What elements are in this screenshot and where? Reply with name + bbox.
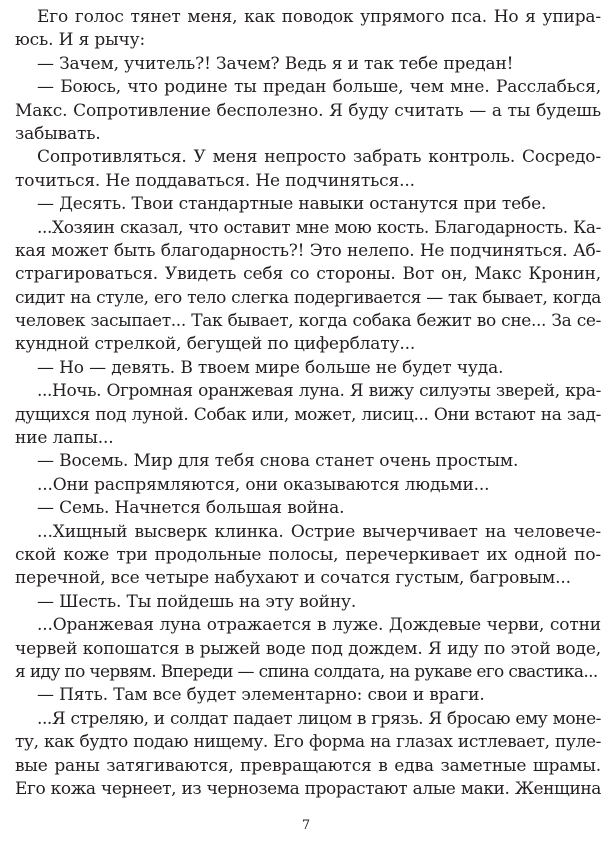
text-line: — Но — девять. В твоем мире больше не будет чуда.: [37, 357, 504, 378]
text-line: я иду по червям. Впереди — спина солдата, на рукаве его свастика...: [15, 661, 598, 682]
text-line: Макс. Сопротивление бесполезно. Я буду считать — а ты будешь: [15, 100, 601, 121]
text-line: — Шесть. Ты пойдешь на эту войну.: [37, 591, 357, 612]
text-line: кундной стрелкой, бегущей по циферблату...: [15, 334, 416, 355]
text-line: — Пять. Там все будет элементарно: свои и враги.: [37, 685, 485, 706]
text-line: Сопротивляться. У меня непросто забрать контроль. Сосредо-: [37, 147, 601, 168]
text-line: кая может быть благодарность?! Это нелепо. Не подчиняться. Аб-: [15, 240, 601, 261]
text-line: — Восемь. Мир для тебя снова станет очень простым.: [37, 451, 519, 472]
text-line: Его кожа чернеет, из чернозема прорастают алые маки. Женщина: [15, 778, 601, 799]
text-line: ской коже три продольные полосы, перечеркивает их одной по-: [15, 544, 601, 565]
text-line: ние лапы...: [15, 428, 114, 449]
text-line: ту, как будто подаю нищему. Его форма на глазах истлевает, пуле-: [15, 732, 601, 753]
text-line: страгироваться. Увидеть себя со стороны. Вот он, Макс Кронин,: [15, 264, 601, 285]
text-line: Его голос тянет меня, как поводок упрямого пса. Но я упира-: [37, 7, 601, 27]
text-line: забывать.: [15, 123, 101, 144]
text-line: человек засыпает... Так бывает, когда собака бежит во сне... За се-: [15, 311, 601, 332]
text-line: точиться. Не поддаваться. Не подчиняться...: [15, 170, 415, 191]
text-line: ...Я стреляю, и солдат падает лицом в грязь. Я бросаю ему моне-: [37, 708, 601, 729]
text-line: ...Они распрямляются, они оказываются людьми...: [37, 474, 490, 495]
text-line: перечной, все четыре набухают и сочатся густым, багровым...: [15, 568, 571, 589]
text-line: юсь. И я рычу:: [15, 30, 146, 51]
text-line: ...Хищный высверк клинка. Острие вычерчивает на человече-: [37, 521, 601, 542]
page-text-block: [15, 6, 601, 801]
text-line: вые раны затягиваются, превращаются в едва заметные шрамы.: [15, 755, 601, 776]
text-line: червей копошатся в рыжей воде под дождем. Я иду по этой воде,: [15, 638, 601, 659]
text-line: ...Ночь. Огромная оранжевая луна. Я вижу силуэты зверей, кра-: [37, 381, 601, 402]
text-line: ...Хозяин сказал, что оставит мне мою кость. Благодарность. Ка-: [37, 217, 601, 238]
text-line: — Десять. Твои стандартные навыки останутся при тебе.: [37, 194, 547, 215]
text-line: — Боюсь, что родине ты предан больше, чем мне. Расслабься,: [37, 77, 601, 98]
page-number: 7: [301, 818, 311, 833]
text-line: сидит на стуле, его тело слегка подергивается — так бывает, когда: [15, 287, 601, 308]
text-line: ...Оранжевая луна отражается в луже. Дождевые черви, сотни: [37, 615, 601, 636]
text-line: — Семь. Начнется большая война.: [37, 498, 345, 519]
text-line: дущихся под луной. Собак или, может, лисиц... Они встают на зад-: [15, 404, 601, 425]
text-line: — Зачем, учитель?! Зачем? Ведь я и так тебе предан!: [37, 53, 514, 74]
